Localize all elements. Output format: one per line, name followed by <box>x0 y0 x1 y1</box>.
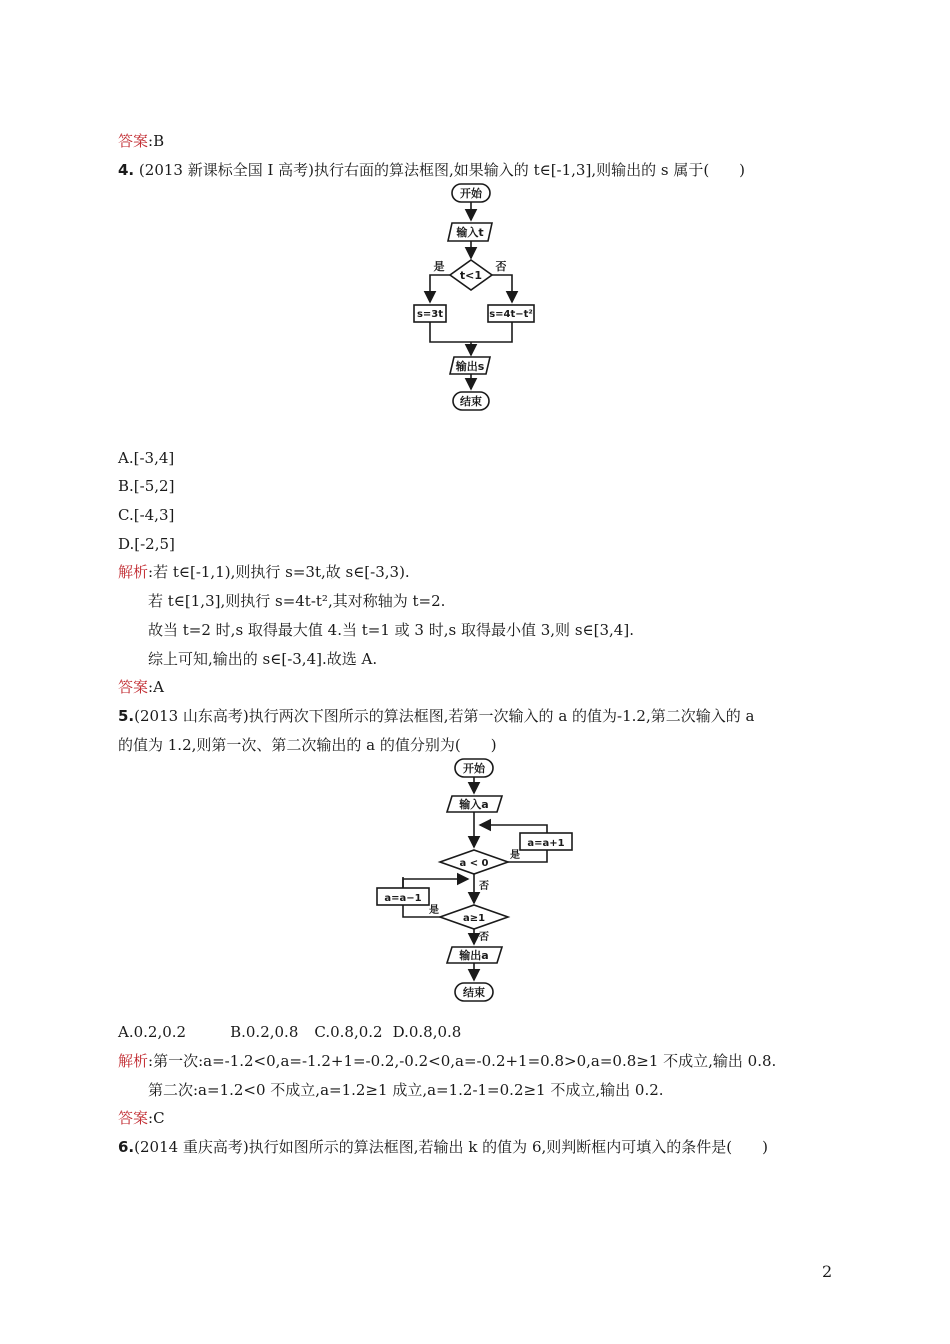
option-c: C.[-4,3] <box>118 506 175 524</box>
answer-value: :A <box>148 678 164 696</box>
yes2-label: 是 <box>429 905 439 916</box>
answer-line <box>118 677 164 697</box>
yes1-label: 是 <box>510 850 520 861</box>
analysis-label: 解析 <box>118 1052 149 1070</box>
analysis-text: :若 t∈[-1,1),则执行 s=3t,故 s∈[-3,3). <box>148 563 410 581</box>
analysis-text: :第一次:a=-1.2<0,a=-1.2+1=-0.2,-0.2<0,a=-0.2+1=0.8>0,a=0.8≥1 不成立,输出 0.8. <box>148 1052 777 1070</box>
analysis-line-1 <box>118 1051 776 1071</box>
left-box-label: a=a−1 <box>384 893 422 904</box>
flowchart-q5 <box>368 755 588 1010</box>
options-row <box>118 1022 461 1042</box>
question-text: (2014 重庆高考)执行如图所示的算法框图,若输出 k 的值为 6,则判断框内可填入的条件是( ) <box>134 1138 768 1156</box>
answer-line <box>118 1108 165 1128</box>
analysis-line-4: 综上可知,输出的 s∈[-3,4].故选 A. <box>148 650 378 668</box>
end-label: 结束 <box>460 395 482 408</box>
right-box-label: s=4t−t² <box>489 309 533 320</box>
output-label: 输出a <box>459 949 489 962</box>
question-6 <box>118 1137 768 1157</box>
left-box-label: s=3t <box>416 309 444 320</box>
option-d: D.0.8,0.8 <box>392 1023 462 1041</box>
output-label: 输出s <box>455 360 485 373</box>
option-c: C.0.8,0.2 <box>314 1023 383 1041</box>
start-label: 开始 <box>463 762 485 775</box>
cond1-label: a < 0 <box>459 858 489 869</box>
answer-line <box>118 131 164 151</box>
page-number: 2 <box>822 1262 833 1281</box>
analysis-line-2: 若 t∈[1,3],则执行 s=4t-t²,其对称轴为 t=2. <box>148 592 446 610</box>
question-5-line-2: 的值为 1.2,则第一次、第二次输出的 a 的值分别为( ) <box>118 736 497 754</box>
no-label: 否 <box>495 260 507 273</box>
answer-label: 答案 <box>118 132 149 150</box>
question-4 <box>118 160 745 180</box>
question-number: 6. <box>118 1138 135 1156</box>
analysis-line-3: 故当 t=2 时,s 取得最大值 4.当 t=1 或 3 时,s 取得最小值 3,则 s∈[3,4]. <box>148 621 634 639</box>
no1-label: 否 <box>479 881 489 892</box>
option-b: B.[-5,2] <box>118 477 175 495</box>
answer-value: :C <box>148 1109 165 1127</box>
yes-label: 是 <box>433 260 445 273</box>
condition-label: t<1 <box>459 269 483 282</box>
option-a: A.0.2,0.2 <box>118 1023 187 1041</box>
analysis-line-2: 第二次:a=1.2<0 不成立,a=1.2≥1 成立,a=1.2-1=0.2≥1 不成立,输出 0.2. <box>148 1081 664 1099</box>
option-b: B.0.2,0.8 <box>230 1023 299 1041</box>
question-number: 5. <box>118 707 135 725</box>
no2-label: 否 <box>479 932 489 943</box>
cond2-label: a≥1 <box>462 913 486 924</box>
start-label: 开始 <box>460 187 482 200</box>
analysis-line-1 <box>118 562 410 582</box>
question-5 <box>118 706 754 726</box>
top-box-label: a=a+1 <box>527 838 565 849</box>
answer-label: 答案 <box>118 678 149 696</box>
question-number: 4. <box>118 161 135 179</box>
option-a: A.[-3,4] <box>118 449 175 467</box>
question-text: (2013 山东高考)执行两次下图所示的算法框图,若第一次输入的 a 的值为-1.2,第二次输入的 a <box>134 707 755 725</box>
input-label: 输入t <box>456 226 484 239</box>
end-label: 结束 <box>463 986 485 999</box>
answer-value: :B <box>148 132 165 150</box>
option-d: D.[-2,5] <box>118 535 175 553</box>
question-text: (2013 新课标全国 Ⅰ 高考)执行右面的算法框图,如果输入的 t∈[-1,3],则输出的 s 属于( ) <box>138 161 746 179</box>
flowchart-q4 <box>400 178 560 418</box>
answer-label: 答案 <box>118 1109 149 1127</box>
analysis-label: 解析 <box>118 563 149 581</box>
input-label: 输入a <box>459 798 489 811</box>
